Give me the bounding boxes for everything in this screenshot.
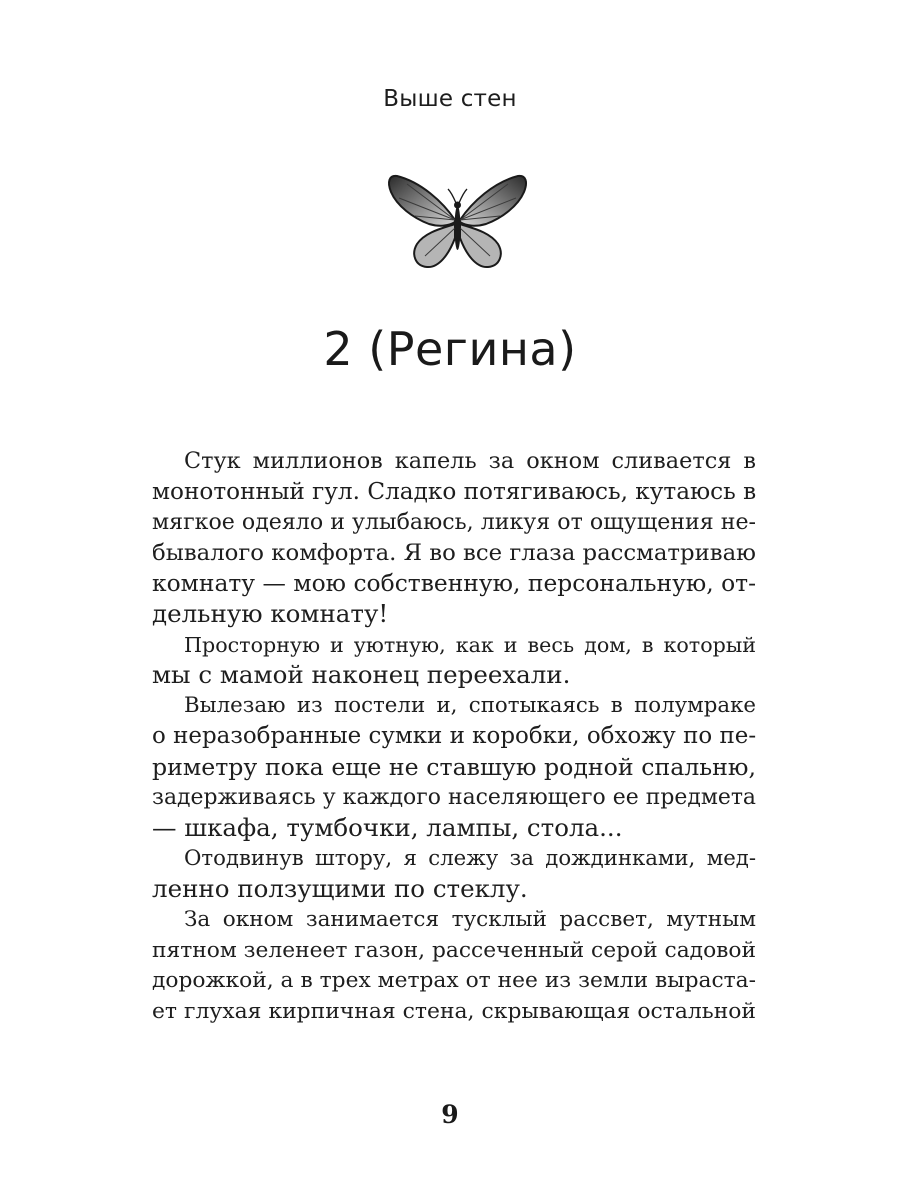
paragraph xyxy=(152,630,756,691)
text-line: комнату — мою собственную, персональную, от- xyxy=(152,569,756,598)
text-line: монотонный гул. Сладко потягиваюсь, кутаюсь в xyxy=(152,478,757,505)
body-text xyxy=(152,446,756,1027)
text-line: дорожкой, а в трех метрах от нее из земли выраста- xyxy=(152,968,756,994)
paragraph xyxy=(152,905,756,1027)
text-line: Стук миллионов капель за окном сливается в xyxy=(184,448,756,474)
chapter-title: 2 (Регина) xyxy=(323,322,577,376)
text-line: дельную комнату! xyxy=(152,598,389,628)
text-line: Просторную и уютную, как и весь дом, в который xyxy=(184,632,756,657)
paragraph xyxy=(152,446,756,630)
butterfly-icon xyxy=(385,172,530,272)
text-line: мягкое одеяло и улыбаюсь, ликуя от ощущения не- xyxy=(152,509,756,536)
text-line: ет глухая кирпичная стена, скрывающая остальной xyxy=(152,998,756,1024)
text-line: ленно ползущими по стеклу. xyxy=(152,874,528,904)
page-number: 9 xyxy=(441,1100,459,1129)
running-head: Выше стен xyxy=(383,86,517,112)
text-line: За окном занимается тусклый рассвет, мутным xyxy=(184,906,756,932)
text-line: бывалого комфорта. Я во все глаза рассматриваю xyxy=(152,539,756,566)
text-line: — шкафа, тумбочки, лампы, стола... xyxy=(152,813,623,843)
text-line: пятном зеленеет газон, рассеченный серой садовой xyxy=(152,937,756,963)
paragraph xyxy=(152,691,756,844)
text-line: мы с мамой наконец переехали. xyxy=(152,660,571,690)
text-line: о неразобранные сумки и коробки, обхожу по пе- xyxy=(152,723,757,750)
text-line: задерживаясь у каждого населяющего ее предмета xyxy=(152,784,756,810)
text-line: Отодвинув штору, я слежу за дождинками, мед- xyxy=(184,845,756,871)
text-line: риметру пока еще не ставшую родной спальню, xyxy=(152,752,756,781)
text-line: Вылезаю из постели и, спотыкаясь в полумраке xyxy=(184,692,756,718)
paragraph xyxy=(152,844,756,905)
